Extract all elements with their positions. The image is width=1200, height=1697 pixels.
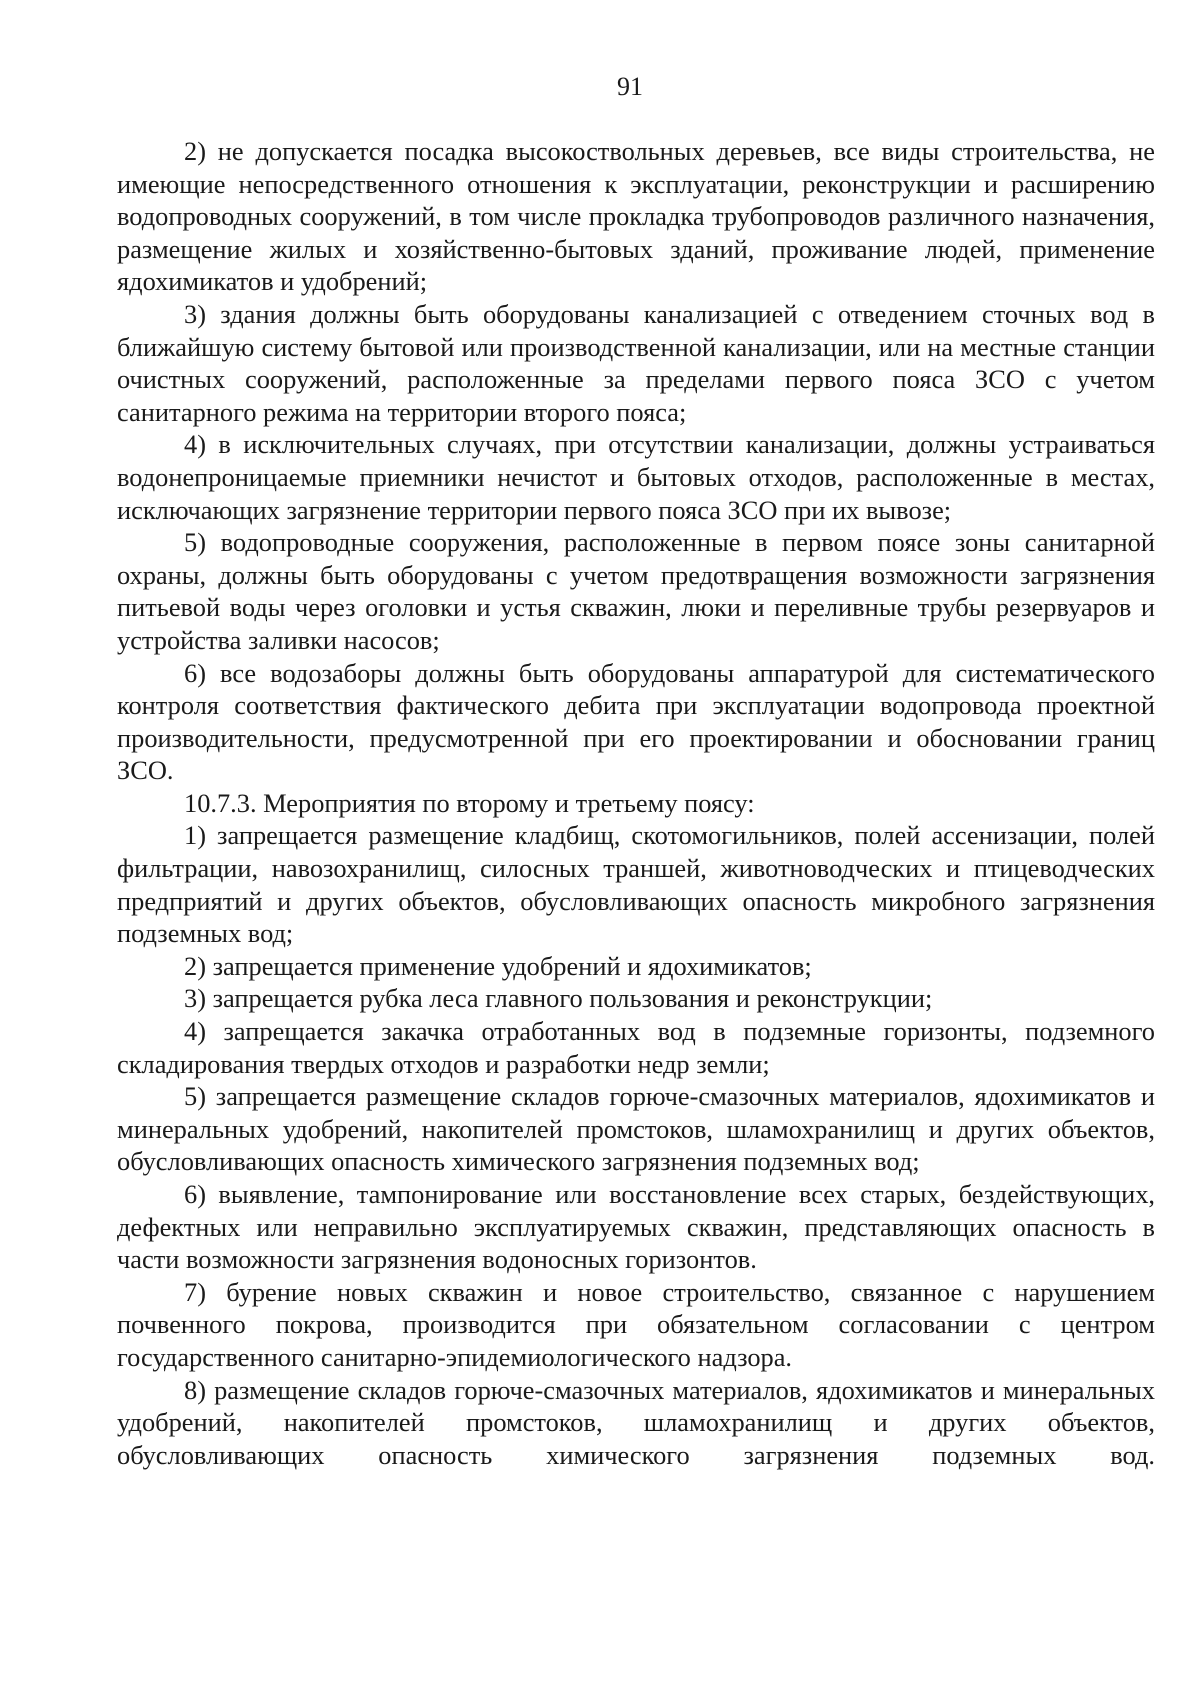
- body-text: [117, 135, 1155, 1471]
- section-heading: 10.7.3. Мероприятия по второму и третьему поясу:: [184, 787, 755, 818]
- paragraph-item-5: 5) водопроводные сооружения, расположенные в первом поясе зоны санитарной охраны, должны быть оборудованы с учетом предотвращения возможности загрязнения питьевой воды через оголовки и устья скважин, люки и переливные трубы резервуаров и устройства заливки насосов;: [117, 527, 1155, 655]
- paragraph-item-6b: 6) выявление, тампонирование или восстановление всех старых, бездействующих, дефектных или неправильно эксплуатируемых скважин, представляющих опасность в части возможности загрязнения водоносных горизонтов.: [117, 1179, 1155, 1275]
- paragraph-item-3b: 3) запрещается рубка леса главного пользования и реконструкции;: [184, 983, 933, 1014]
- page-number: 91: [617, 72, 643, 101]
- paragraph-item-3: 3) здания должны быть оборудованы канализацией с отведением сточных вод в ближайшую систему бытовой или производственной канализации, или на местные станции очистных сооружений, расположенные за пределами первого пояса ЗСО с учетом санитарного режима на территории второго пояса;: [117, 298, 1155, 427]
- paragraph-item-5b: 5) запрещается размещение складов горюче-смазочных материалов, ядохимикатов и минеральных удобрений, накопителей промстоков, шламохранилищ и других объектов, обусловливающих опасность химического загрязнения подземных вод;: [117, 1081, 1155, 1177]
- paragraph-item-2: 2) не допускается посадка высокоствольных деревьев, все виды строительства, не имеющие непосредственного отношения к эксплуатации, реконструкции и расширению водопроводных сооружений, в том числе прокладка трубопроводов различного назначения, размещение жилых и хозяйственно-бытовых зданий, проживание людей, применение ядохимикатов и удобрений;: [117, 136, 1155, 297]
- paragraph-item-8b: 8) размещение складов горюче-смазочных материалов, ядохимикатов и минеральных удобрений, накопителей промстоков, шламохранилищ и других объектов, обусловливающих опасность химического загрязнения подземных вод.: [117, 1374, 1155, 1470]
- paragraph-item-4: 4) в исключительных случаях, при отсутствии канализации, должны устраиваться водонепроницаемые приемники нечистот и бытовых отходов, расположенные в местах, исключающих загрязнение территории первого пояса ЗСО при их вывозе;: [117, 429, 1155, 525]
- paragraph-item-6: 6) все водозаборы должны быть оборудованы аппаратурой для систематического контроля соответствия фактического дебита при эксплуатации водопровода проектной производительности, предусмотренной при его проектировании и обосновании границ ЗСО.: [117, 657, 1155, 786]
- paragraph-item-7b: 7) бурение новых скважин и новое строительство, связанное с нарушением почвенного покрова, производится при обязательном согласовании с центром государственного санитарно-эпидемиологического надзора.: [117, 1276, 1155, 1372]
- paragraph-item-2b: 2) запрещается применение удобрений и ядохимикатов;: [184, 950, 812, 981]
- paragraph-item-4b: 4) запрещается закачка отработанных вод в подземные горизонты, подземного складирования твердых отходов и разработки недр земли;: [117, 1016, 1155, 1079]
- paragraph-item-1: 1) запрещается размещение кладбищ, скотомогильников, полей ассенизации, полей фильтрации, навозохранилищ, силосных траншей, животноводческих и птицеводческих предприятий и других объектов, обусловливающих опасность микробного загрязнения подземных вод;: [117, 820, 1155, 949]
